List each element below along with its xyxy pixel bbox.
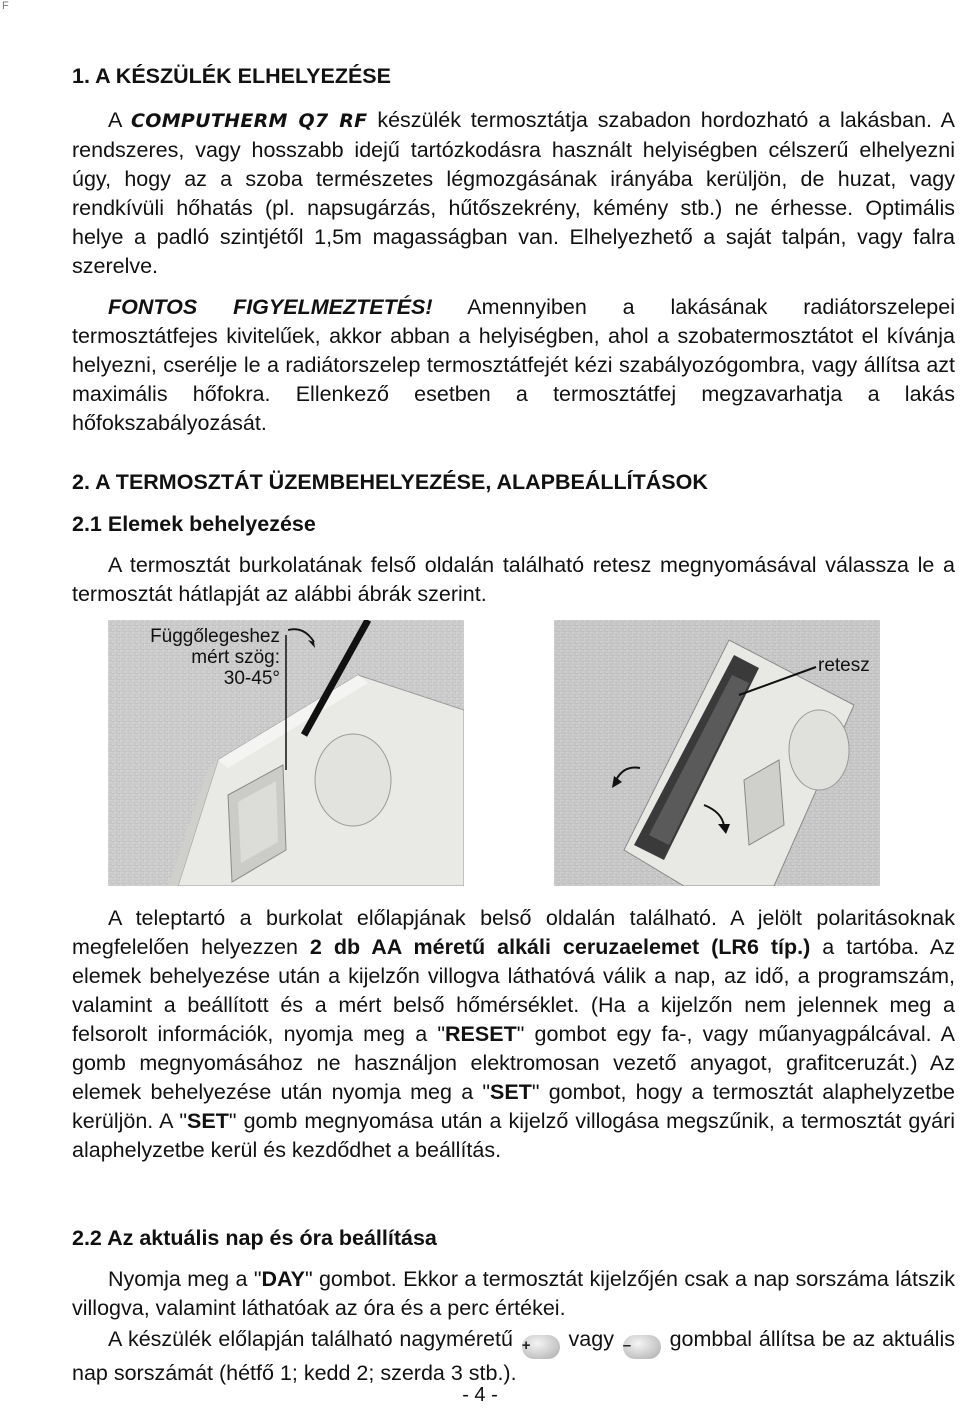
reset-button-label: RESET (445, 1022, 517, 1046)
set-button-label-2: SET (187, 1109, 229, 1133)
warning-label: FONTOS FIGYELMEZTETÉS! (108, 295, 433, 319)
plus-icon: + (522, 1335, 560, 1359)
subsection-2-2-title: 2.2 Az aktuális nap és óra beállítása (72, 1226, 437, 1250)
minus-icon: – (623, 1335, 661, 1359)
corner-mark: F (2, 0, 9, 12)
subsection-2-2-paragraph-2: A készülék előlapján található nagyméretű + vagy – gombbal állítsa be az aktuális nap sorszámát (hétfő 1; kedd 2; szerda 3 stb.). (72, 1327, 955, 1385)
set-button-label: SET (490, 1080, 532, 1104)
warning-paragraph: FONTOS FIGYELMEZTETÉS! Amennyiben a lakásának radiátorszelepei termosztátfejes kivitelűek, akkor abban a helyiségben, ahol a szobatermosztátot el kívánja helyezni, cserélje le a radiátorszelep termosztátfejét kézi szabályozógombra, vagy állítsa azt maximális hőfokra. Ellenkező esetben a termosztátfej megzavarhatja a lakás hőfokszabályozását. (72, 295, 955, 435)
latch-label: retesz (818, 655, 870, 676)
subsection-2-1-intro: A termosztát burkolatának felső oldalán található retesz megnyomásával válassza le a termosztát hátlapját az alábbi ábrák szerint. (72, 553, 955, 606)
battery-spec: 2 db AA méretű alkáli ceruzaelemet (LR6 típ.) (309, 935, 811, 959)
subsection-2-2-paragraph-1: Nyomja meg a "DAY" gombot. Ekkor a termosztát kijelzőjén csak a nap sorszáma látszik villogva, valamint láthatóak az óra és a perc értékei. (72, 1267, 955, 1320)
brand-name: COMPUTHERM Q7 RF (131, 110, 368, 132)
page-number: - 4 - (462, 1384, 498, 1406)
section-1-paragraph: A COMPUTHERM Q7 RF készülék termosztátja szabadon hordozható a lakásban. A rendszeres, vagy hosszabb idejű tartózkodásra használt helyiségben célszerű elhelyezni úgy, hogy az a szoba természetes légmozgásának irányába kerüljön, de huzat, vagy rendkívüli hőhatás (pl. napsugárzás, hűtőszekrény, kémény stb.) ne érhesse. Optimális helye a padló szintjétől 1,5m magasságban van. Elhelyezhető a saját talpán, vagy falra szerelve. (72, 108, 956, 278)
section-2-title: 2. A TERMOSZTÁT ÜZEMBEHELYEZÉSE, ALAPBEÁLLÍTÁSOK (72, 470, 708, 494)
subsection-2-1-body: A teleptartó a burkolat előlapjának belső oldalán található. A jelölt polaritásoknak megfelelően helyezzen 2 db AA méretű alkáli ceruzaelemet (LR6 típ.) a tartóba. Az elemek behelyezése után a kijelzőn villogva láthatóvá válik a nap, az idő, a programszám, valamint a beállított és a mért belső hőmérséklet. (Ha a kijelzőn nem jelennek meg a felsorolt információk, nyomja meg a "RESET" gombot egy fa-, vagy műanyagpálcával. A gomb megnyomásához ne használjon elektromosan vezető anyagot, grafitceruzát.) Az elemek behelyezése után nyomja meg a "SET" gombot, hogy a termosztát alaphelyzetbe kerüljön. A "SET" gomb megnyomása után a kijelző villogása megszűnik, a termosztát gyári alaphelyzetbe kerül és kezdődhet a beállítás. (72, 906, 956, 1162)
subsection-2-1-title: 2.1 Elemek behelyezése (72, 512, 316, 536)
section-1-title: 1. A KÉSZÜLÉK ELHELYEZÉSE (72, 64, 391, 88)
angle-label: Függőlegeshez mért szög: 30-45° (150, 626, 280, 689)
day-button-label: DAY (261, 1267, 305, 1291)
